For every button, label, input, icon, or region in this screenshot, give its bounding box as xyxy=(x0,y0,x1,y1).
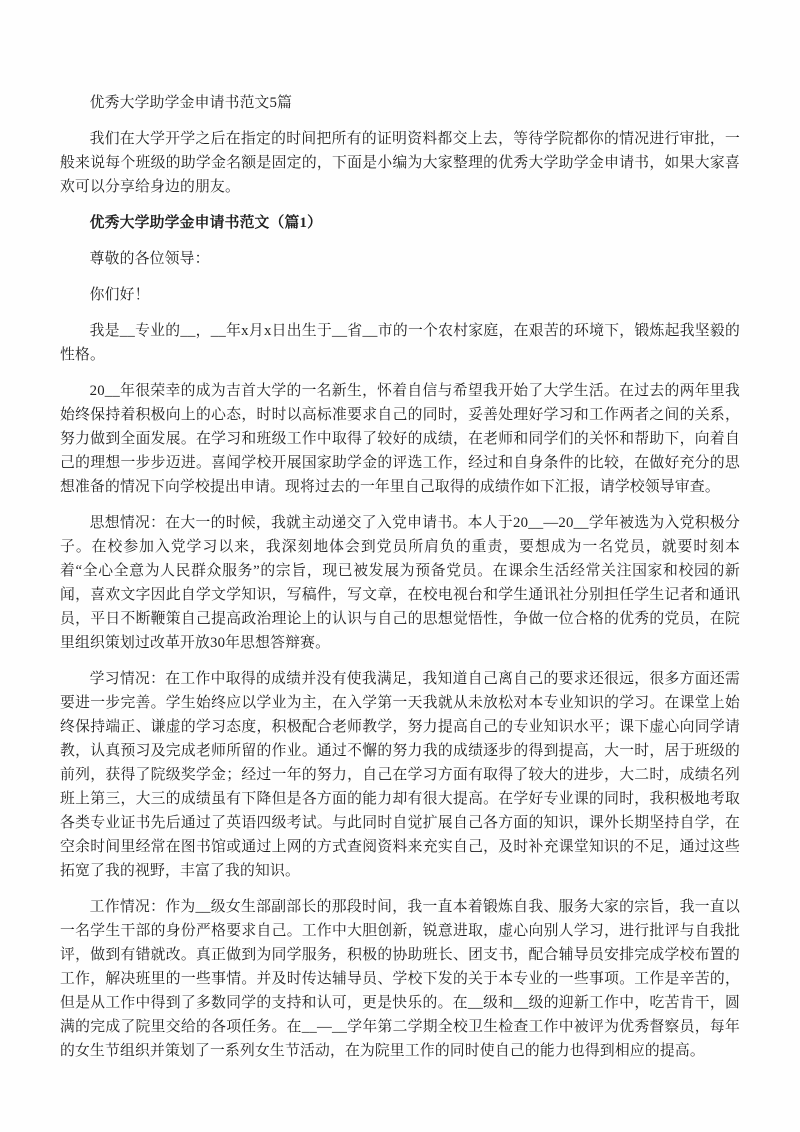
section-heading: 优秀大学助学金申请书范文（篇1） xyxy=(89,215,323,231)
document-title: 优秀大学助学金申请书范文5篇 xyxy=(89,95,293,111)
intro-paragraph: 我们在大学开学之后在指定的时间把所有的证明资料都交上去，等待学院都你的情况进行审批，一般来说每个班级的助学金名额是固定的，下面是小编为大家整理的优秀大学助学金申请书，如果大家喜欢可以分享给身边的朋友。 xyxy=(60,131,740,195)
salutation: 尊敬的各位领导： xyxy=(89,251,210,267)
paragraph-work-status: 工作情况：作为__级女生部副部长的那段时间，我一直本着锻炼自我、服务大家的宗旨，我一直以一名学生干部的身份严格要求自己。工作中大胆创新，锐意进取，虚心向别人学习，进行批评与自我批评，做到有错就改。真正做到为同学服务，积极的协助班长、团支书，配合辅导员安排完成学校布置的工作，解决班里的一些事情。并及时传达辅导员、学校下发的关于本专业的一些事项。工作是辛苦的，但是从工作中得到了多数同学的支持和认可，更是快乐的。在__级和__级的迎新工作中，吃苦肯干，圆满的完成了院里交给的各项任务。在__—__学年第二学期全校卫生检查工作中被评为优秀督察员，每年的女生节组织并策划了一系列女生节活动，在为院里工作的同时使自己的能力也得到相应的提高。 xyxy=(60,899,740,1059)
greeting: 你们好！ xyxy=(89,287,150,303)
paragraph-study-status: 学习情况：在工作中取得的成绩并没有使我满足，我知道自己离自己的要求还很远，很多方面还需要进一步完善。学生始终应以学业为主，在入学第一天我就从未放松对本专业知识的学习。在课堂上始终保持端正、谦虚的学习态度，积极配合老师教学，努力提高自己的专业知识水平；课下虚心向同学请教，认真预习及完成老师所留的作业。通过不懈的努力我的成绩逐步的得到提高，大一时，居于班级的前列，获得了院级奖学金；经过一年的努力，自己在学习方面有取得了较大的进步，大二时，成绩名列班上第三，大三的成绩虽有下降但是各方面的能力却有很大提高。在学好专业课的同时，我积极地考取各类专业证书先后通过了英语四级考试。与此同时自觉扩展自己各方面的知识，课外长期坚持自学，在空余时间里经常在图书馆或通过上网的方式查阅资料来充实自己，及时补充课堂知识的不足，通过这些拓宽了我的视野，丰富了我的知识。 xyxy=(60,671,740,879)
paragraph-self-introduction: 我是__专业的__，__年x月x日出生于__省__市的一个农村家庭，在艰苦的环境下，锻炼起我坚毅的性格。 xyxy=(60,323,740,363)
paragraph-university-life: 20__年很荣幸的成为吉首大学的一名新生，怀着自信与希望我开始了大学生活。在过去的两年里我始终保持着积极向上的心态，时时以高标准要求自己的同时，妥善处理好学习和工作两者之间的关系，努力做到全面发展。在学习和班级工作中取得了较好的成绩，在老师和同学们的关怀和帮助下，向着自己的理想一步步迈进。喜闻学校开展国家助学金的评选工作，经过和自身条件的比较，在做好充分的思想准备的情况下向学校提出申请。现将过去的一年里自己取得的成绩作如下汇报，请学校领导审查。 xyxy=(60,383,740,495)
paragraph-ideology-status: 思想情况：在大一的时候，我就主动递交了入党申请书。本人于20__—20__学年被选为入党积极分子。在校参加入党学习以来，我深刻地体会到党员所肩负的重责，要想成为一名党员，就要时刻本着“全心全意为人民群众服务”的宗旨，现已被发展为预备党员。在课余生活经常关注国家和校园的新闻，喜欢文字因此自学文学知识，写稿件，写文章，在校电视台和学生通讯社分别担任学生记者和通讯员，平日不断鞭策自己提高政治理论上的认识与自己的思想觉悟性，争做一位合格的优秀的党员，在院里组织策划过改革开放30年思想答辩赛。 xyxy=(60,515,740,651)
